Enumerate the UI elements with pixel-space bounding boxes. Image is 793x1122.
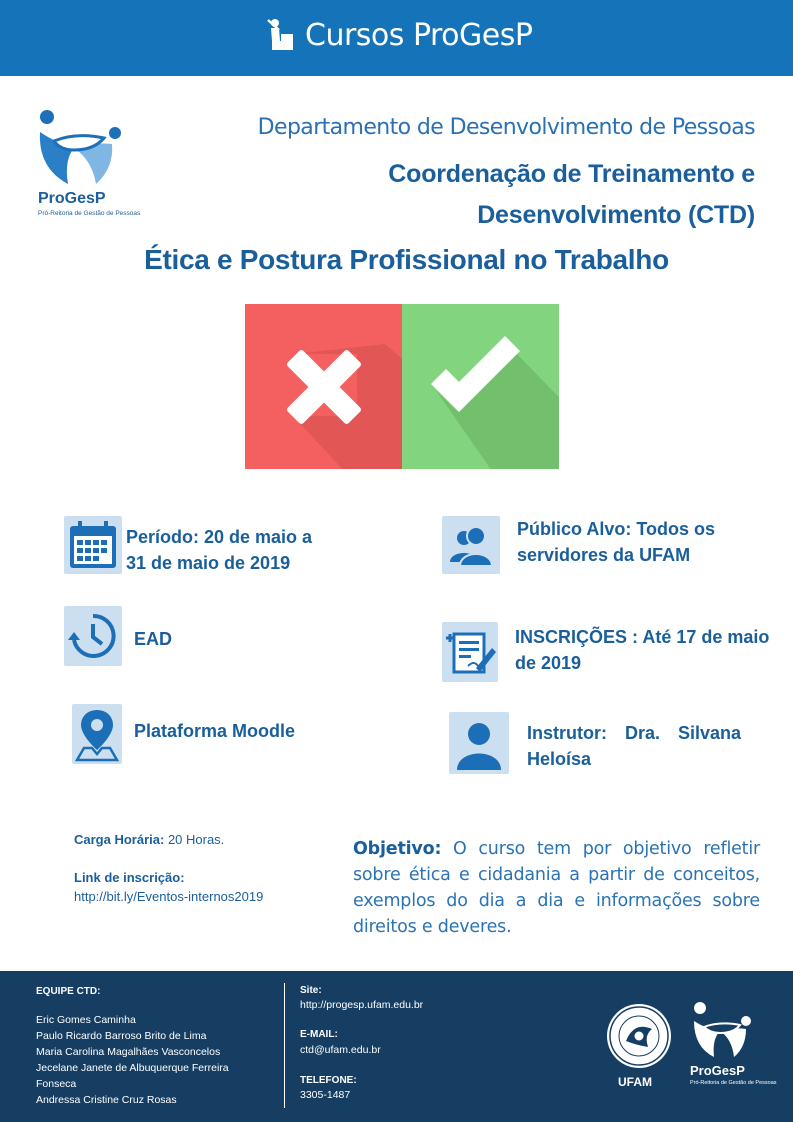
link-label-text: Link de inscrição:: [74, 870, 185, 885]
objetivo-paragraph: [353, 836, 760, 940]
footer-divider: [284, 983, 285, 1108]
location-pin-icon: [72, 704, 122, 764]
logo-brand: ProGesP: [38, 190, 106, 207]
instructor-avatar-icon: [449, 712, 509, 774]
ethics-illustration: [245, 304, 559, 469]
course-title: Ética e Postura Profissional no Trabalho: [144, 244, 669, 275]
team-member: Paulo Ricardo Barroso Brito de Lima: [36, 1030, 207, 1042]
modalidade-text: EAD: [134, 629, 173, 649]
group-tile: [442, 516, 500, 574]
page-title: Cursos ProGesP: [305, 18, 533, 53]
progesp-logo: [34, 108, 141, 228]
email-label: E-MAIL:: [300, 1029, 338, 1040]
team-member: Fonseca: [36, 1078, 77, 1090]
team-member: Eric Gomes Caminha: [36, 1014, 136, 1026]
instrutor-line-2: Heloísa: [527, 749, 592, 769]
location-tile: [72, 704, 122, 764]
email-link[interactable]: ctd@ufam.edu.br: [300, 1044, 381, 1056]
calendar-tile: [64, 516, 122, 574]
footer-progesp-label: ProGesP: [690, 1063, 745, 1078]
team-member: Andressa Cristine Cruz Rosas: [36, 1094, 177, 1106]
registration-link[interactable]: http://bit.ly/Eventos-internos2019: [74, 889, 264, 904]
team-list: [36, 1012, 262, 1108]
calendar-icon: [64, 516, 122, 574]
department-title: Departamento de Desenvolvimento de Pessoas: [257, 115, 755, 140]
group-users-icon: [442, 516, 500, 574]
coordination-title: [255, 154, 755, 236]
instrutor-line-1: Instrutor: Dra. Silvana: [527, 723, 742, 743]
ufam-label: UFAM: [618, 1075, 652, 1089]
objetivo-label: Objetivo:: [353, 839, 442, 859]
clock-icon: [64, 606, 122, 666]
carga-horaria: [74, 832, 224, 847]
periodo-line-1: Período: 20 de maio a: [126, 527, 313, 547]
periodo-text: [126, 524, 312, 576]
form-tile: [442, 622, 498, 682]
carga-label: Carga Horária:: [74, 832, 165, 847]
plataforma-text: Plataforma Moodle: [134, 721, 296, 741]
presenter-icon: [264, 17, 296, 51]
top-bar: [0, 0, 793, 76]
logo-subtitle: Pró-Reitoria de Gestão de Pessoas: [38, 210, 141, 217]
objetivo-text: O curso tem por objetivo refletir sobre ética e cidadania a partir de conceitos, exemplos do dia a dia e informações sobre direitos e deveres.: [353, 839, 760, 937]
footer-progesp-sub: Pró-Reitoria de Gestão de Pessoas: [690, 1080, 777, 1086]
clock-tile: [64, 606, 122, 666]
periodo-line-2: 31 de maio de 2019: [126, 553, 291, 573]
coordination-line-1: Coordenação de Treinamento e: [388, 160, 755, 188]
site-link[interactable]: http://progesp.ufam.edu.br: [300, 999, 424, 1011]
carga-value: 20 Horas.: [167, 832, 225, 847]
team-label: EQUIPE CTD:: [36, 986, 101, 997]
publico-line-2: servidores da UFAM: [517, 545, 691, 565]
inscricoes-line-1: INSCRIÇÕES : Até 17 de maio: [515, 627, 770, 647]
publico-line-1: Público Alvo: Todos os: [517, 519, 715, 539]
ufam-seal-icon: [604, 1001, 674, 1071]
coordination-line-2: Desenvolvimento (CTD): [477, 201, 755, 229]
footer: [0, 971, 793, 1122]
phone-label: TELEFONE:: [300, 1075, 357, 1086]
inscricoes-line-2: de 2019: [515, 653, 582, 673]
ufam-logo: [604, 1001, 674, 1091]
site-label: Site:: [300, 985, 322, 996]
instrutor-text: [527, 720, 755, 772]
team-member: Maria Carolina Magalhães Vasconcelos: [36, 1046, 221, 1058]
link-label: [74, 870, 185, 885]
team-member: Jecelane Janete de Albuquerque Ferreira: [36, 1062, 229, 1074]
inscricoes-text: [515, 624, 769, 676]
progesp-logo-mark: [34, 108, 124, 190]
registration-form-icon: [442, 622, 498, 682]
phone-value: 3305-1487: [300, 1089, 351, 1101]
footer-progesp-logo: [690, 1001, 777, 1111]
publico-text: [517, 516, 715, 568]
instructor-tile: [449, 712, 509, 774]
progesp-logo-mark: [690, 1001, 754, 1061]
